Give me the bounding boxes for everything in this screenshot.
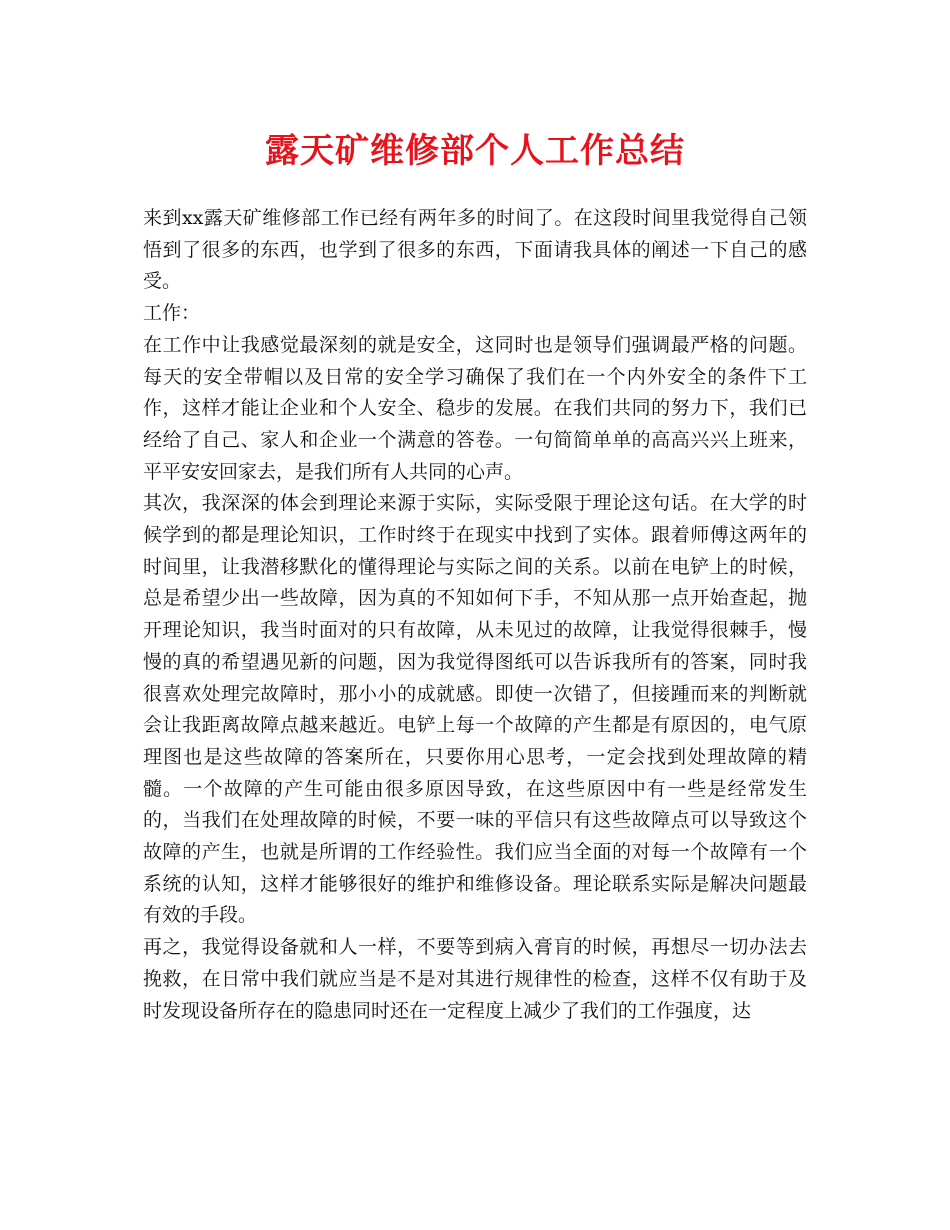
paragraph-safety: 在工作中让我感觉最深刻的就是安全，这同时也是领导们强调最严格的问题。每天的安全带帽以及日常的安全学习确保了我们在一个内外安全的条件下工作，这样才能让企业和个人安全、稳步的发展。在我们共同的努力下，我们已经给了自己、家人和企业一个满意的答卷。一句简简单单的高高兴兴上班来，平平安安回家去，是我们所有人共同的心声。: [143, 333, 807, 483]
document-body: [143, 203, 807, 1027]
document-title: 露天矿维修部个人工作总结: [265, 131, 685, 171]
section-heading-work: 工作：: [143, 302, 201, 325]
paragraph-equipment-maintenance: 再之，我觉得设备就和人一样，不要等到病入膏肓的时候，再想尽一切办法去挽救，在日常中我们就应当是不是对其进行规律性的检查，这样不仅有助于及时发现设备所存在的隐患同时还在一定程度上减少了我们的工作强度，达: [143, 936, 807, 1022]
paragraph-theory-practice: 其次，我深深的体会到理论来源于实际，实际受限于理论这句话。在大学的时候学到的都是理论知识，工作时终于在现实中找到了实体。跟着师傅这两年的时间里，让我潜移默化的懂得理论与实际之间的关系。以前在电铲上的时候，总是希望少出一些故障，因为真的不知如何下手，不知从那一点开始查起，抛开理论知识，我当时面对的只有故障，从未见过的故障，让我觉得很棘手，慢慢的真的希望遇见新的问题，因为我觉得图纸可以告诉我所有的答案，同时我很喜欢处理完故障时，那小小的成就感。即使一次错了，但接踵而来的判断就会让我距离故障点越来越近。电铲上每一个故障的产生都是有原因的，电气原理图也是这些故障的答案所在，只要你用心思考，一定会找到处理故障的精髓。一个故障的产生可能由很多原因导致，在这些原因中有一些是经常发生的，当我们在处理故障的时候，不要一味的平信只有这些故障点可以导致这个故障的产生，也就是所谓的工作经验性。我们应当全面的对每一个故障有一个系统的认知，这样才能够很好的维护和维修设备。理论联系实际是解决问题最有效的手段。: [143, 492, 807, 927]
paragraph-intro: 来到xx露天矿维修部工作已经有两年多的时间了。在这段时间里我觉得自己领悟到了很多的东西，也学到了很多的东西，下面请我具体的阐述一下自己的感受。: [143, 207, 807, 293]
